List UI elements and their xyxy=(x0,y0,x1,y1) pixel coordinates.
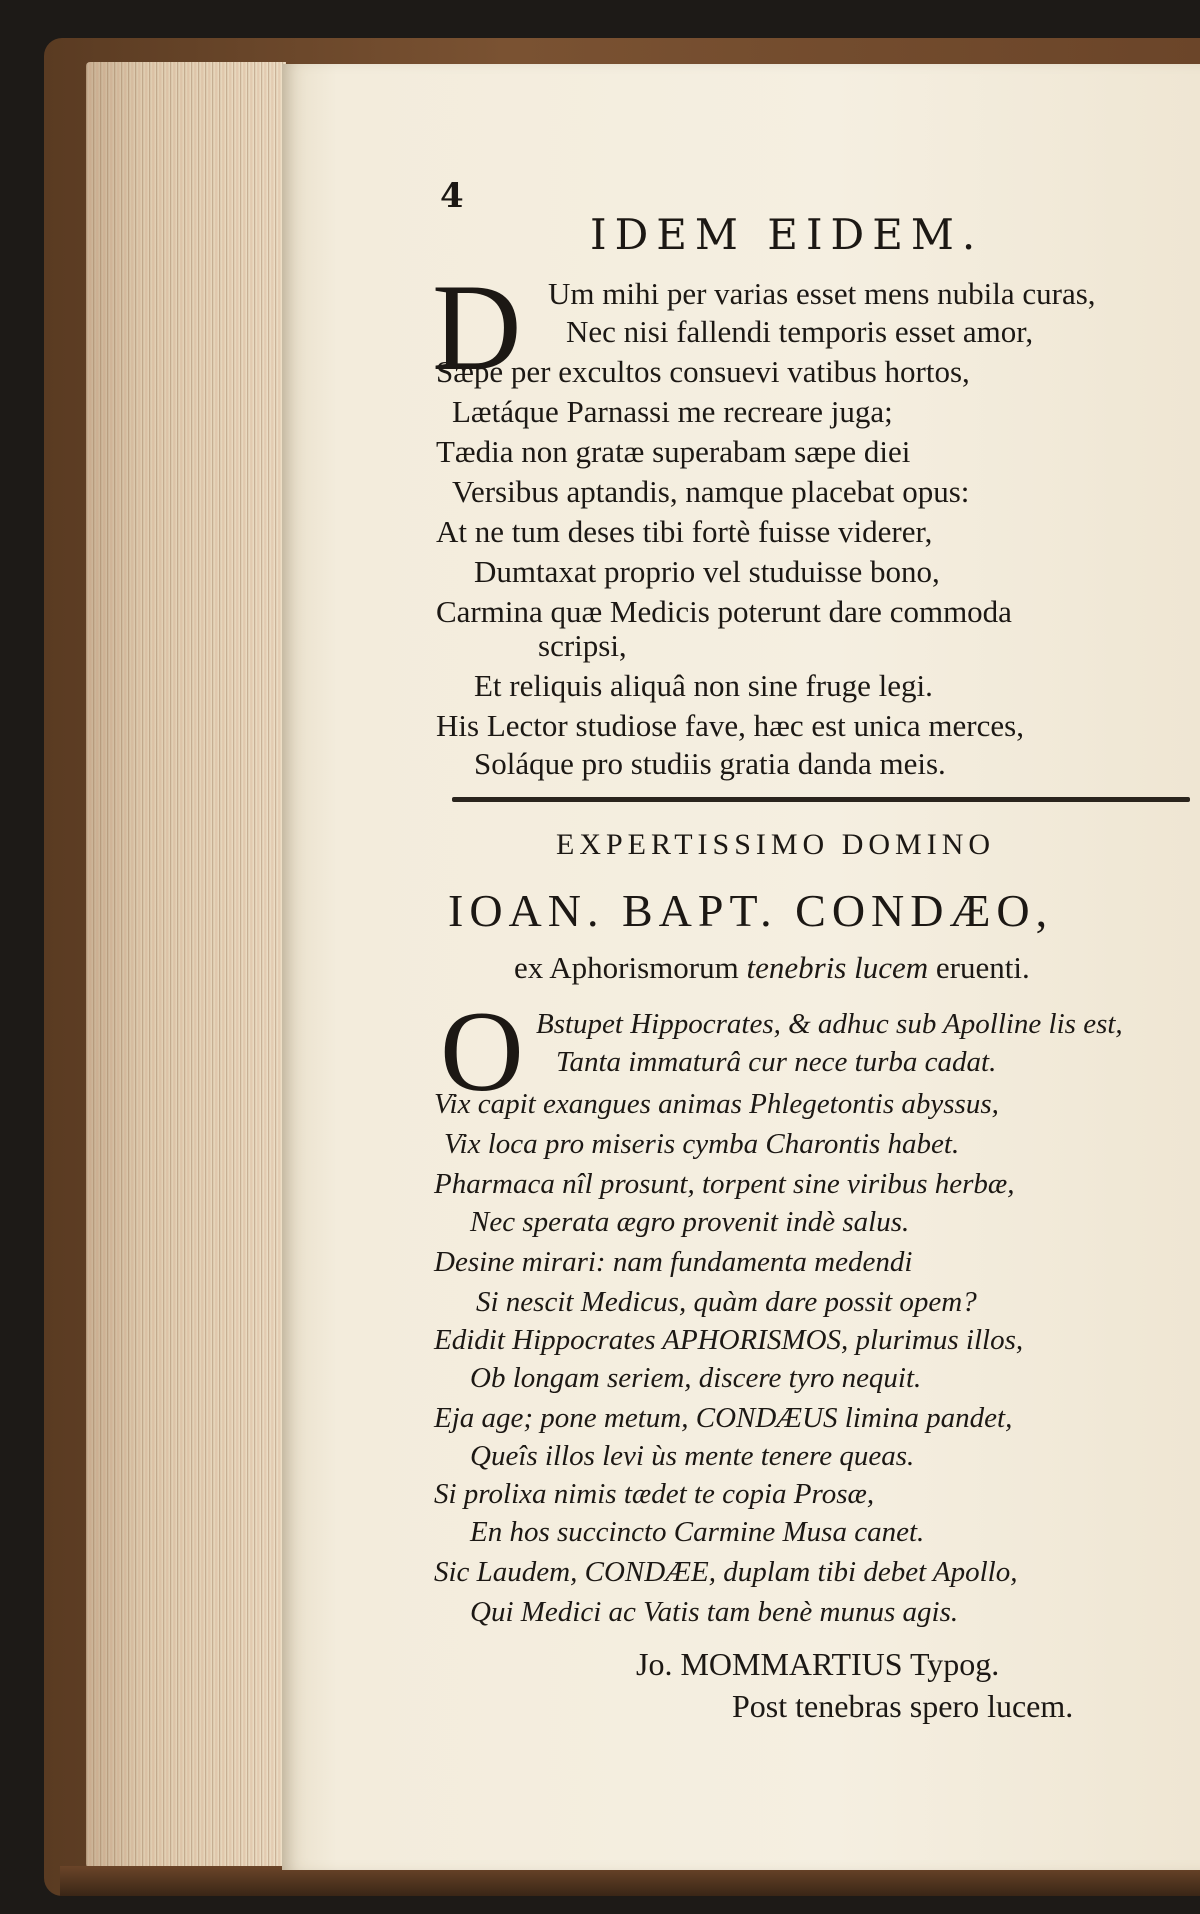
poem1-line: Sæpe per excultos consuevi vatibus hortos, xyxy=(436,354,970,389)
poem2-initial: O xyxy=(440,988,524,1116)
dedication-line3 xyxy=(514,950,1030,986)
poem2-line: Ob longam seriem, discere tyro nequit. xyxy=(470,1362,922,1394)
poem1-initial: D xyxy=(432,259,522,396)
poem1-line: Dumtaxat proprio vel studuisse bono, xyxy=(474,554,940,589)
poem2-line: Bstupet Hippocrates, & adhuc sub Apolline lis est, xyxy=(536,1008,1123,1040)
poem2-line: Nec sperata ægro provenit indè salus. xyxy=(470,1206,910,1238)
poem2-line: En hos succincto Carmine Musa canet. xyxy=(470,1516,925,1548)
poem1-line: Lætáque Parnassi me recreare juga; xyxy=(452,394,893,429)
poem1-line: His Lector studiose fave, hæc est unica merces, xyxy=(436,708,1024,743)
poem1-line: scripsi, xyxy=(538,628,627,663)
poem1-line: Et reliquis aliquâ non sine fruge legi. xyxy=(474,668,933,703)
poem2-line: Desine mirari: nam fundamenta medendi xyxy=(434,1246,913,1278)
poem1-line: Carmina quæ Medicis poterunt dare commoda xyxy=(436,594,1012,629)
poem2-line: Si prolixa nimis tædet te copia Prosæ, xyxy=(434,1478,875,1510)
poem1-line: Versibus aptandis, namque placebat opus: xyxy=(452,474,970,509)
poem1-line: Tædia non gratæ superabam sæpe diei xyxy=(436,434,911,469)
poem1-line: Nec nisi fallendi temporis esset amor, xyxy=(566,314,1034,349)
poem2-line: Pharmaca nîl prosunt, torpent sine viribus herbæ, xyxy=(434,1168,1015,1200)
page-title: IDEM EIDEM. xyxy=(590,210,984,259)
poem2-line: Vix loca pro miseris cymba Charontis habet. xyxy=(444,1128,960,1160)
dedication-line3-end: eruenti. xyxy=(928,950,1030,985)
dedication-line3-italic: tenebris lucem xyxy=(746,950,929,985)
dedication-line2: IOAN. BAPT. CONDÆO, xyxy=(448,885,1054,936)
poem2-line: Queîs illos levi ùs mente tenere queas. xyxy=(470,1440,915,1472)
printer-motto: Post tenebras spero lucem. xyxy=(732,1688,1074,1724)
poem2-line: Tanta immaturâ cur nece turba cadat. xyxy=(556,1046,997,1078)
printer-signature: Jo. MOMMARTIUS Typog. xyxy=(636,1646,1000,1682)
poem2-line: Qui Medici ac Vatis tam benè munus agis. xyxy=(470,1596,959,1628)
poem1-line: Soláque pro studiis gratia danda meis. xyxy=(474,746,946,781)
dedication-line1: EXPERTISSIMO DOMINO xyxy=(556,828,996,861)
poem1-line: Um mihi per varias esset mens nubila curas, xyxy=(548,276,1096,311)
page-number: 4 xyxy=(440,176,464,216)
poem1-line: At ne tum deses tibi fortè fuisse viderer, xyxy=(436,514,933,549)
poem2-line: Sic Laudem, CONDÆE, duplam tibi debet Apollo, xyxy=(434,1556,1018,1588)
poem2-line: Si nescit Medicus, quàm dare possit opem? xyxy=(476,1286,977,1318)
section-divider xyxy=(452,797,1190,802)
poem2-line: Vix capit exangues animas Phlegetontis abyssus, xyxy=(434,1088,999,1120)
dedication-line3-roman: ex Aphorismorum xyxy=(514,950,747,985)
poem2-line: Edidit Hippocrates APHORISMOS, plurimus illos, xyxy=(434,1324,1024,1356)
poem2-line: Eja age; pone metum, CONDÆUS limina pandet, xyxy=(434,1402,1013,1434)
